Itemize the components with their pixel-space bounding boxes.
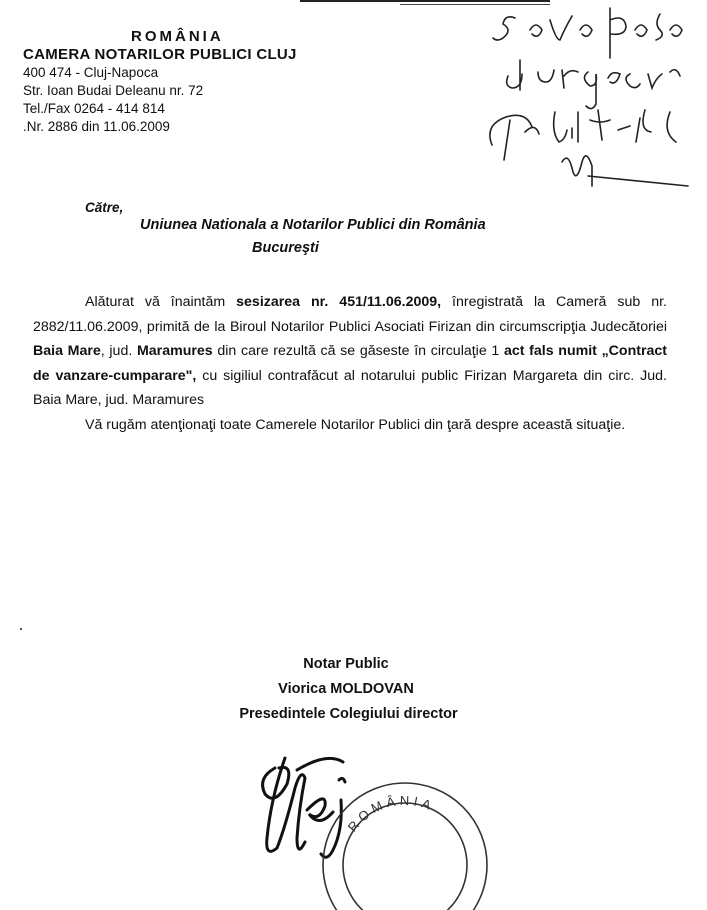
signatory-name: Viorica MOLDOVAN [278,681,414,697]
body-text-span: din care rezultă că se găseste în circulaţie 1 [212,343,504,359]
address-recipient: Uniunea Nationala a Notarilor Publici din România [140,217,486,233]
body-text-span: Alăturat vă înaintăm [85,294,237,310]
fake-document-name: act fals numit „Contract de vanzare-cumparare", [33,343,667,384]
letterhead-street: Str. Ioan Budai Deleanu nr. 72 [23,83,204,98]
address-city: Bucureşti [252,240,319,256]
svg-text:ROMÂNIA [345,793,437,835]
letterhead-reference: .Nr. 2886 din 11.06.2009 [23,119,170,134]
seal-text: ROMÂNIA [344,792,437,835]
body-paragraph-1 [33,290,667,413]
address-to-label: Către, [85,200,124,215]
letterhead-postal: 400 474 - Cluj-Napoca [23,65,159,80]
letter-body [33,290,667,437]
letterhead [23,28,297,136]
body-paragraph-2: Vă rugăm atenţionaţi toate Camerele Notarilor Publici din ţară despre această situaţie. [85,416,626,433]
handwritten-note [470,0,707,200]
letterhead-phone: Tel./Fax 0264 - 414 814 [23,101,165,116]
letterhead-country: ROMÂNIA [131,28,224,45]
body-text-span: , jud. [100,343,137,359]
court-name: Baia Mare [33,343,101,359]
official-seal [320,770,490,910]
body-text-span: cu sigiliul contrafăcut al notarului public Firizan Margareta din circ. Jud. Baia Mare, jud. Maramures [33,367,667,408]
signature-block [0,652,707,727]
scan-speck [20,628,22,630]
signatory-role: Presedintele Colegiului director [239,706,458,722]
notification-number: sesizarea nr. 451/11.06.2009, [236,294,442,310]
signatory-title: Notar Public [303,656,389,672]
body-text-span: înregistrată la Cameră sub nr. 2882/11.06.2009, primită de la Biroul Notarilor Publici Asociati Firizan din circumscripţia Judecătoriei [33,294,667,335]
letterhead-chamber: CAMERA NOTARILOR PUBLICI CLUJ [23,46,297,63]
county-name: Maramures [136,343,213,359]
